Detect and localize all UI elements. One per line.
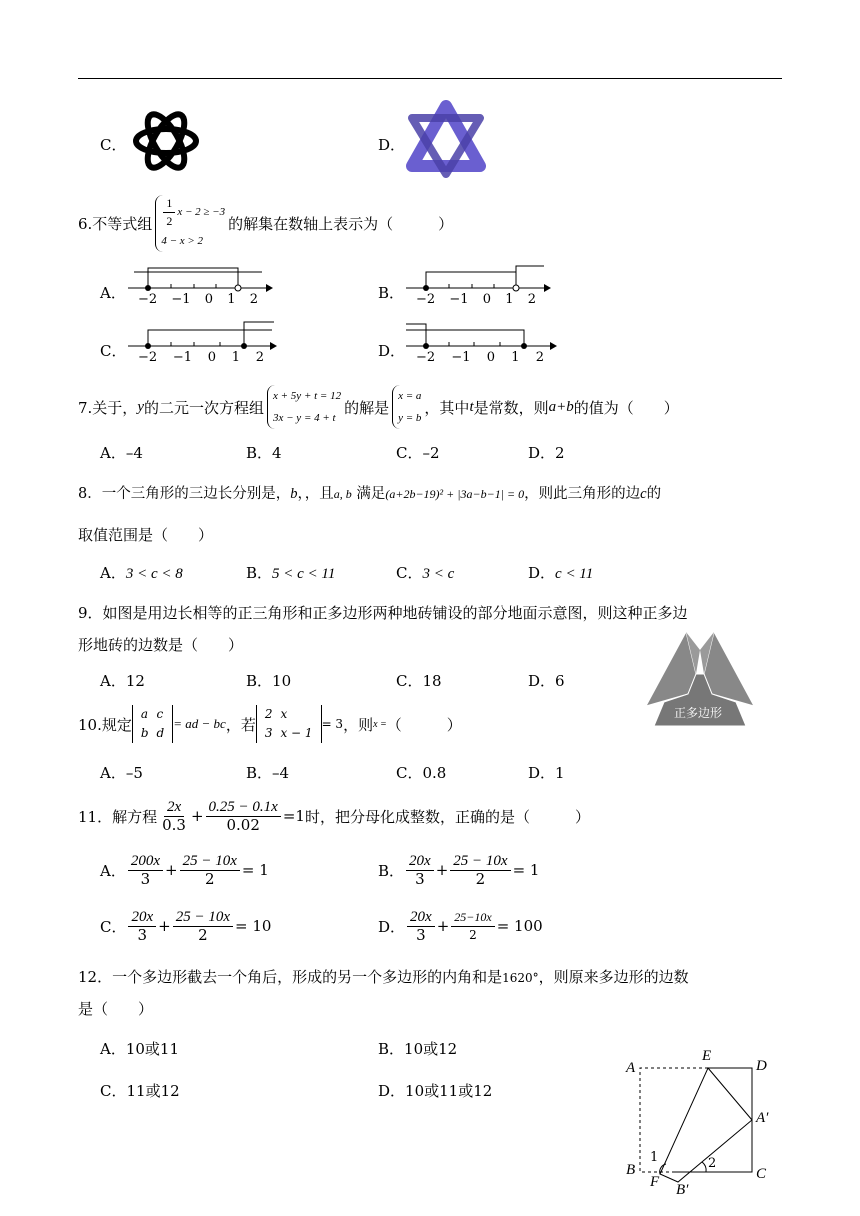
den: 3 xyxy=(137,925,148,944)
label-D: D xyxy=(756,1058,767,1074)
num: 25 − 10x xyxy=(450,853,510,871)
label: A． xyxy=(100,861,126,880)
num: 20x xyxy=(406,853,434,871)
label-E: E xyxy=(702,1048,712,1064)
q8-ab: a, b xyxy=(333,487,352,501)
cell: x − 1 xyxy=(280,726,313,740)
tick: 0 xyxy=(207,350,217,365)
q10-option-d xyxy=(528,762,565,783)
q7-end: 是常数，则 xyxy=(473,398,549,417)
tick: −2 xyxy=(138,292,158,307)
label: A． xyxy=(100,564,126,582)
cell: b xyxy=(140,726,149,740)
q10-x: x = xyxy=(373,718,387,730)
plus: + xyxy=(190,807,204,825)
q12-deg: 1620° xyxy=(502,971,539,985)
tick: 2 xyxy=(527,292,536,307)
knot-logo-image xyxy=(128,104,204,178)
q10-option-c xyxy=(396,762,446,783)
frac xyxy=(128,853,163,888)
label: B． xyxy=(246,672,273,690)
q12-post: ，则原来多边形的边数 xyxy=(538,968,689,986)
q10-pre: 10.规定 xyxy=(78,715,132,734)
frac xyxy=(180,853,240,888)
value: 18 xyxy=(422,672,442,690)
tick: 0 xyxy=(486,350,496,365)
label-C: C xyxy=(756,1166,767,1182)
q6-stem-pre: 6.不等式组 xyxy=(78,214,153,233)
label: C． xyxy=(396,564,423,582)
rhs: = 10 xyxy=(235,917,272,935)
q6-half xyxy=(163,195,175,230)
q10-option-a xyxy=(100,762,143,783)
tick: 1 xyxy=(231,350,241,365)
q10-option-b xyxy=(246,762,289,783)
q6-system xyxy=(155,195,225,252)
q7-var-t: t xyxy=(469,398,474,415)
q6-option-b-label: B． xyxy=(378,284,405,302)
value: 6 xyxy=(555,672,565,690)
q7-stem xyxy=(78,384,679,430)
label: D． xyxy=(528,672,556,690)
q8-var-b: b xyxy=(290,486,298,502)
q5-option-c-label: C． xyxy=(100,136,127,154)
q8-m2: 满足 xyxy=(351,486,386,502)
q10-stem xyxy=(78,704,462,744)
rhs: = 100 xyxy=(496,917,543,935)
q8-line1 xyxy=(78,482,661,503)
tick: −1 xyxy=(171,292,191,307)
label: D． xyxy=(378,1082,406,1100)
cell: d xyxy=(156,726,165,740)
q6-stem xyxy=(78,196,453,250)
q9-tiling-figure xyxy=(644,630,756,730)
frac xyxy=(128,909,156,944)
q12-option-c xyxy=(100,1080,180,1101)
q8-line2: 取值范围是（ ） xyxy=(78,526,214,544)
q7-post: ，其中 xyxy=(424,398,470,417)
q12-pre: 12．一个多边形截去一个角后，形成的另一个多边形的内角和是 xyxy=(78,968,503,986)
q8-option-b xyxy=(246,562,335,583)
value: 10或11或12 xyxy=(405,1082,493,1100)
value: 4 xyxy=(272,444,282,462)
q12-option-a xyxy=(100,1038,179,1059)
value: c < 11 xyxy=(555,566,594,582)
q8-var-c: c xyxy=(640,486,647,502)
q9-option-d xyxy=(528,670,565,691)
q11-option-a: A． $\frac{200x}{3}$ + $\frac{25 - 10x}{2}$ = 1 xyxy=(100,852,269,888)
q9-option-c xyxy=(396,670,442,691)
value: 11或12 xyxy=(126,1082,180,1100)
value: –5 xyxy=(125,764,143,782)
q12-line2: 是（ ） xyxy=(78,1000,154,1018)
q7-tail: 的值为（ ） xyxy=(573,398,679,417)
q9-option-b xyxy=(246,670,291,691)
tick: −2 xyxy=(416,292,436,307)
frac xyxy=(406,853,434,888)
q8-post: ，则此三角形的边 xyxy=(524,486,641,502)
q9-figure-label: 正多边形 xyxy=(674,706,723,720)
value: –4 xyxy=(272,764,290,782)
rhs: = 1 xyxy=(241,861,269,879)
q7-solution xyxy=(392,385,421,429)
num: 2x xyxy=(164,799,184,817)
q7-option-a xyxy=(100,442,143,463)
q11-stem xyxy=(78,794,590,838)
q12-option-d xyxy=(378,1080,492,1101)
label: B． xyxy=(378,861,405,880)
label-B-prime: B′ xyxy=(676,1182,689,1198)
q6-stem-post: 的解集在数轴上表示为（ ） xyxy=(228,214,454,233)
value: 1 xyxy=(555,764,565,782)
q7-system xyxy=(267,385,341,429)
label: C． xyxy=(396,672,423,690)
q7-mid: 的二元一次方程组 xyxy=(143,398,264,417)
label: D． xyxy=(528,444,556,462)
q6-half-den: 2 xyxy=(166,213,173,228)
q12-option-b xyxy=(378,1038,457,1059)
q7-s2: y = b xyxy=(398,412,422,424)
cell: 2 xyxy=(264,707,273,721)
value: –2 xyxy=(422,444,440,462)
q11-post: 时，把分母化成整数，正确的是（ ） xyxy=(304,807,590,826)
header-rule xyxy=(78,78,782,79)
q7-option-b xyxy=(246,442,282,463)
num: 20x xyxy=(407,909,435,927)
q11-option-d: D． $\frac{20x}{3}$ + $\frac{25-10x}{2}$ = 100 xyxy=(378,908,543,944)
label: A． xyxy=(100,1040,126,1058)
q11-frac2 xyxy=(206,799,281,834)
value: 12 xyxy=(125,672,145,690)
den: 3 xyxy=(140,869,151,888)
num: 25 − 10x xyxy=(180,853,240,871)
q7-sol: 的解是 xyxy=(344,398,390,417)
label: B． xyxy=(246,564,273,582)
q7-eq2: 3x − y = 4 + t xyxy=(273,412,336,424)
q10-eq: = 3 xyxy=(321,717,344,731)
q10-def: = ad − bc xyxy=(173,716,226,731)
num: 25−10x xyxy=(451,909,494,927)
q11-option-b: B． $\frac{20x}{3}$ + $\frac{25 - 10x}{2}$ = 1 xyxy=(378,852,540,888)
den: 3 xyxy=(415,869,425,888)
num: 25 − 10x xyxy=(173,909,233,927)
q12-fold-figure xyxy=(620,1048,780,1204)
num: 0.25 − 0.1x xyxy=(206,799,281,817)
label-A-prime: A′ xyxy=(756,1110,769,1126)
q7-option-d xyxy=(528,442,565,463)
cell: x xyxy=(280,707,288,721)
tick: 1 xyxy=(227,292,236,307)
q10-mid: ，若 xyxy=(225,715,256,734)
label: C． xyxy=(396,444,423,462)
tick: 0 xyxy=(204,292,214,307)
label: B． xyxy=(378,1040,405,1058)
label: D． xyxy=(528,764,556,782)
tick: 1 xyxy=(511,350,520,365)
den: 2 xyxy=(475,869,486,888)
label: D． xyxy=(528,564,556,582)
num: 200x xyxy=(128,853,163,871)
ticklabels-b xyxy=(416,292,536,307)
label-angle-2: 2 xyxy=(708,1156,717,1171)
value: 0.8 xyxy=(422,764,447,782)
value: 3 < c xyxy=(422,566,455,582)
den: 0.02 xyxy=(226,815,260,834)
tick: −1 xyxy=(172,350,193,365)
q10-det1 xyxy=(132,705,173,743)
label-A: A xyxy=(626,1060,636,1076)
q8-option-a xyxy=(100,562,183,583)
q7-option-c xyxy=(396,442,440,463)
q7-ab: a+b xyxy=(548,398,574,415)
label: A． xyxy=(100,672,126,690)
q7-var-y: y xyxy=(137,398,144,415)
q8-pre: 8．一个三角形的三边长分别是， xyxy=(78,486,291,502)
value: 10或12 xyxy=(404,1040,458,1058)
q11-eq: =1 xyxy=(282,807,305,825)
den: 2 xyxy=(204,869,215,888)
q9-line1: 9．如图是用边长相等的正三角形和正多边形两种地砖铺设的部分地面示意图，则这种正多边 xyxy=(78,604,688,622)
q8-mid: ，，且 xyxy=(297,486,334,502)
tick: 1 xyxy=(505,292,514,307)
den: 0.3 xyxy=(162,815,186,834)
rhs: = 1 xyxy=(512,861,540,879)
ticklabels-a xyxy=(138,292,258,307)
q11-frac1 xyxy=(159,799,189,834)
q12-line1 xyxy=(78,966,689,987)
tick: 2 xyxy=(255,350,264,365)
num: 20x xyxy=(128,909,156,927)
label: B． xyxy=(246,764,273,782)
tick: 2 xyxy=(249,292,258,307)
q5-option-d-label: D． xyxy=(378,136,406,154)
q10-end: （ ） xyxy=(386,715,462,734)
q6-option-c-label: C． xyxy=(100,342,127,360)
q7-s1: x = a xyxy=(398,390,422,402)
q6-ineq2: 4 − x > 2 xyxy=(161,234,204,247)
den: 2 xyxy=(198,925,208,944)
q6-half-num: 1 xyxy=(163,195,175,213)
frac xyxy=(407,909,435,944)
label: A． xyxy=(100,764,126,782)
label-B: B xyxy=(626,1162,636,1178)
den: 2 xyxy=(469,927,477,942)
frac xyxy=(451,909,494,944)
q9-option-a xyxy=(100,670,145,691)
q8-option-c xyxy=(396,562,454,583)
value: 10或11 xyxy=(125,1040,180,1058)
label: C． xyxy=(100,1082,127,1100)
tick: 0 xyxy=(482,292,492,307)
q6-option-a-label: A． xyxy=(100,284,126,302)
label: C． xyxy=(100,917,127,936)
q6-ineq1: x − 2 ≥ −3 xyxy=(177,205,226,218)
den: 3 xyxy=(416,925,426,944)
q8-expr: (a+2b−19)² + |3a−b−1| = 0 xyxy=(385,487,525,501)
tick: −2 xyxy=(416,350,436,365)
triangle-logo-image xyxy=(406,100,486,180)
q11-option-c: C． $\frac{20x}{3}$ + $\frac{25 - 10x}{2}$ = 10 xyxy=(100,908,272,944)
value: 3 < c < 8 xyxy=(125,566,183,582)
q7-eq1: x + 5y + t = 12 xyxy=(273,390,342,402)
label: C． xyxy=(396,764,423,782)
q11-pre: 11．解方程 xyxy=(78,807,158,826)
q6-option-d-label: D． xyxy=(378,342,406,360)
tick: −1 xyxy=(451,350,471,365)
value: 10 xyxy=(272,672,292,690)
value: 2 xyxy=(555,444,565,462)
label: D． xyxy=(378,917,406,936)
q7-pre: 7.关于， xyxy=(78,398,138,417)
tick: −2 xyxy=(138,350,158,365)
cell: a xyxy=(140,707,149,721)
ticklabels-d xyxy=(416,350,544,365)
tick: 2 xyxy=(535,350,544,365)
q9-line2: 形地砖的边数是（ ） xyxy=(78,636,244,654)
label-angle-1: 1 xyxy=(650,1150,659,1165)
value: 5 < c < 11 xyxy=(272,566,336,582)
q8-end: 的 xyxy=(646,486,662,502)
q10-post: ，则 xyxy=(343,715,374,734)
frac xyxy=(450,853,510,888)
q10-det2 xyxy=(256,705,322,743)
cell: 3 xyxy=(264,726,273,740)
cell: c xyxy=(156,707,164,721)
frac xyxy=(173,909,233,944)
label-F: F xyxy=(650,1174,660,1190)
label: B． xyxy=(246,444,273,462)
value: –4 xyxy=(125,444,143,462)
ticklabels-c xyxy=(138,350,264,365)
tick: −1 xyxy=(449,292,469,307)
q8-option-d xyxy=(528,562,593,583)
label: A． xyxy=(100,444,126,462)
